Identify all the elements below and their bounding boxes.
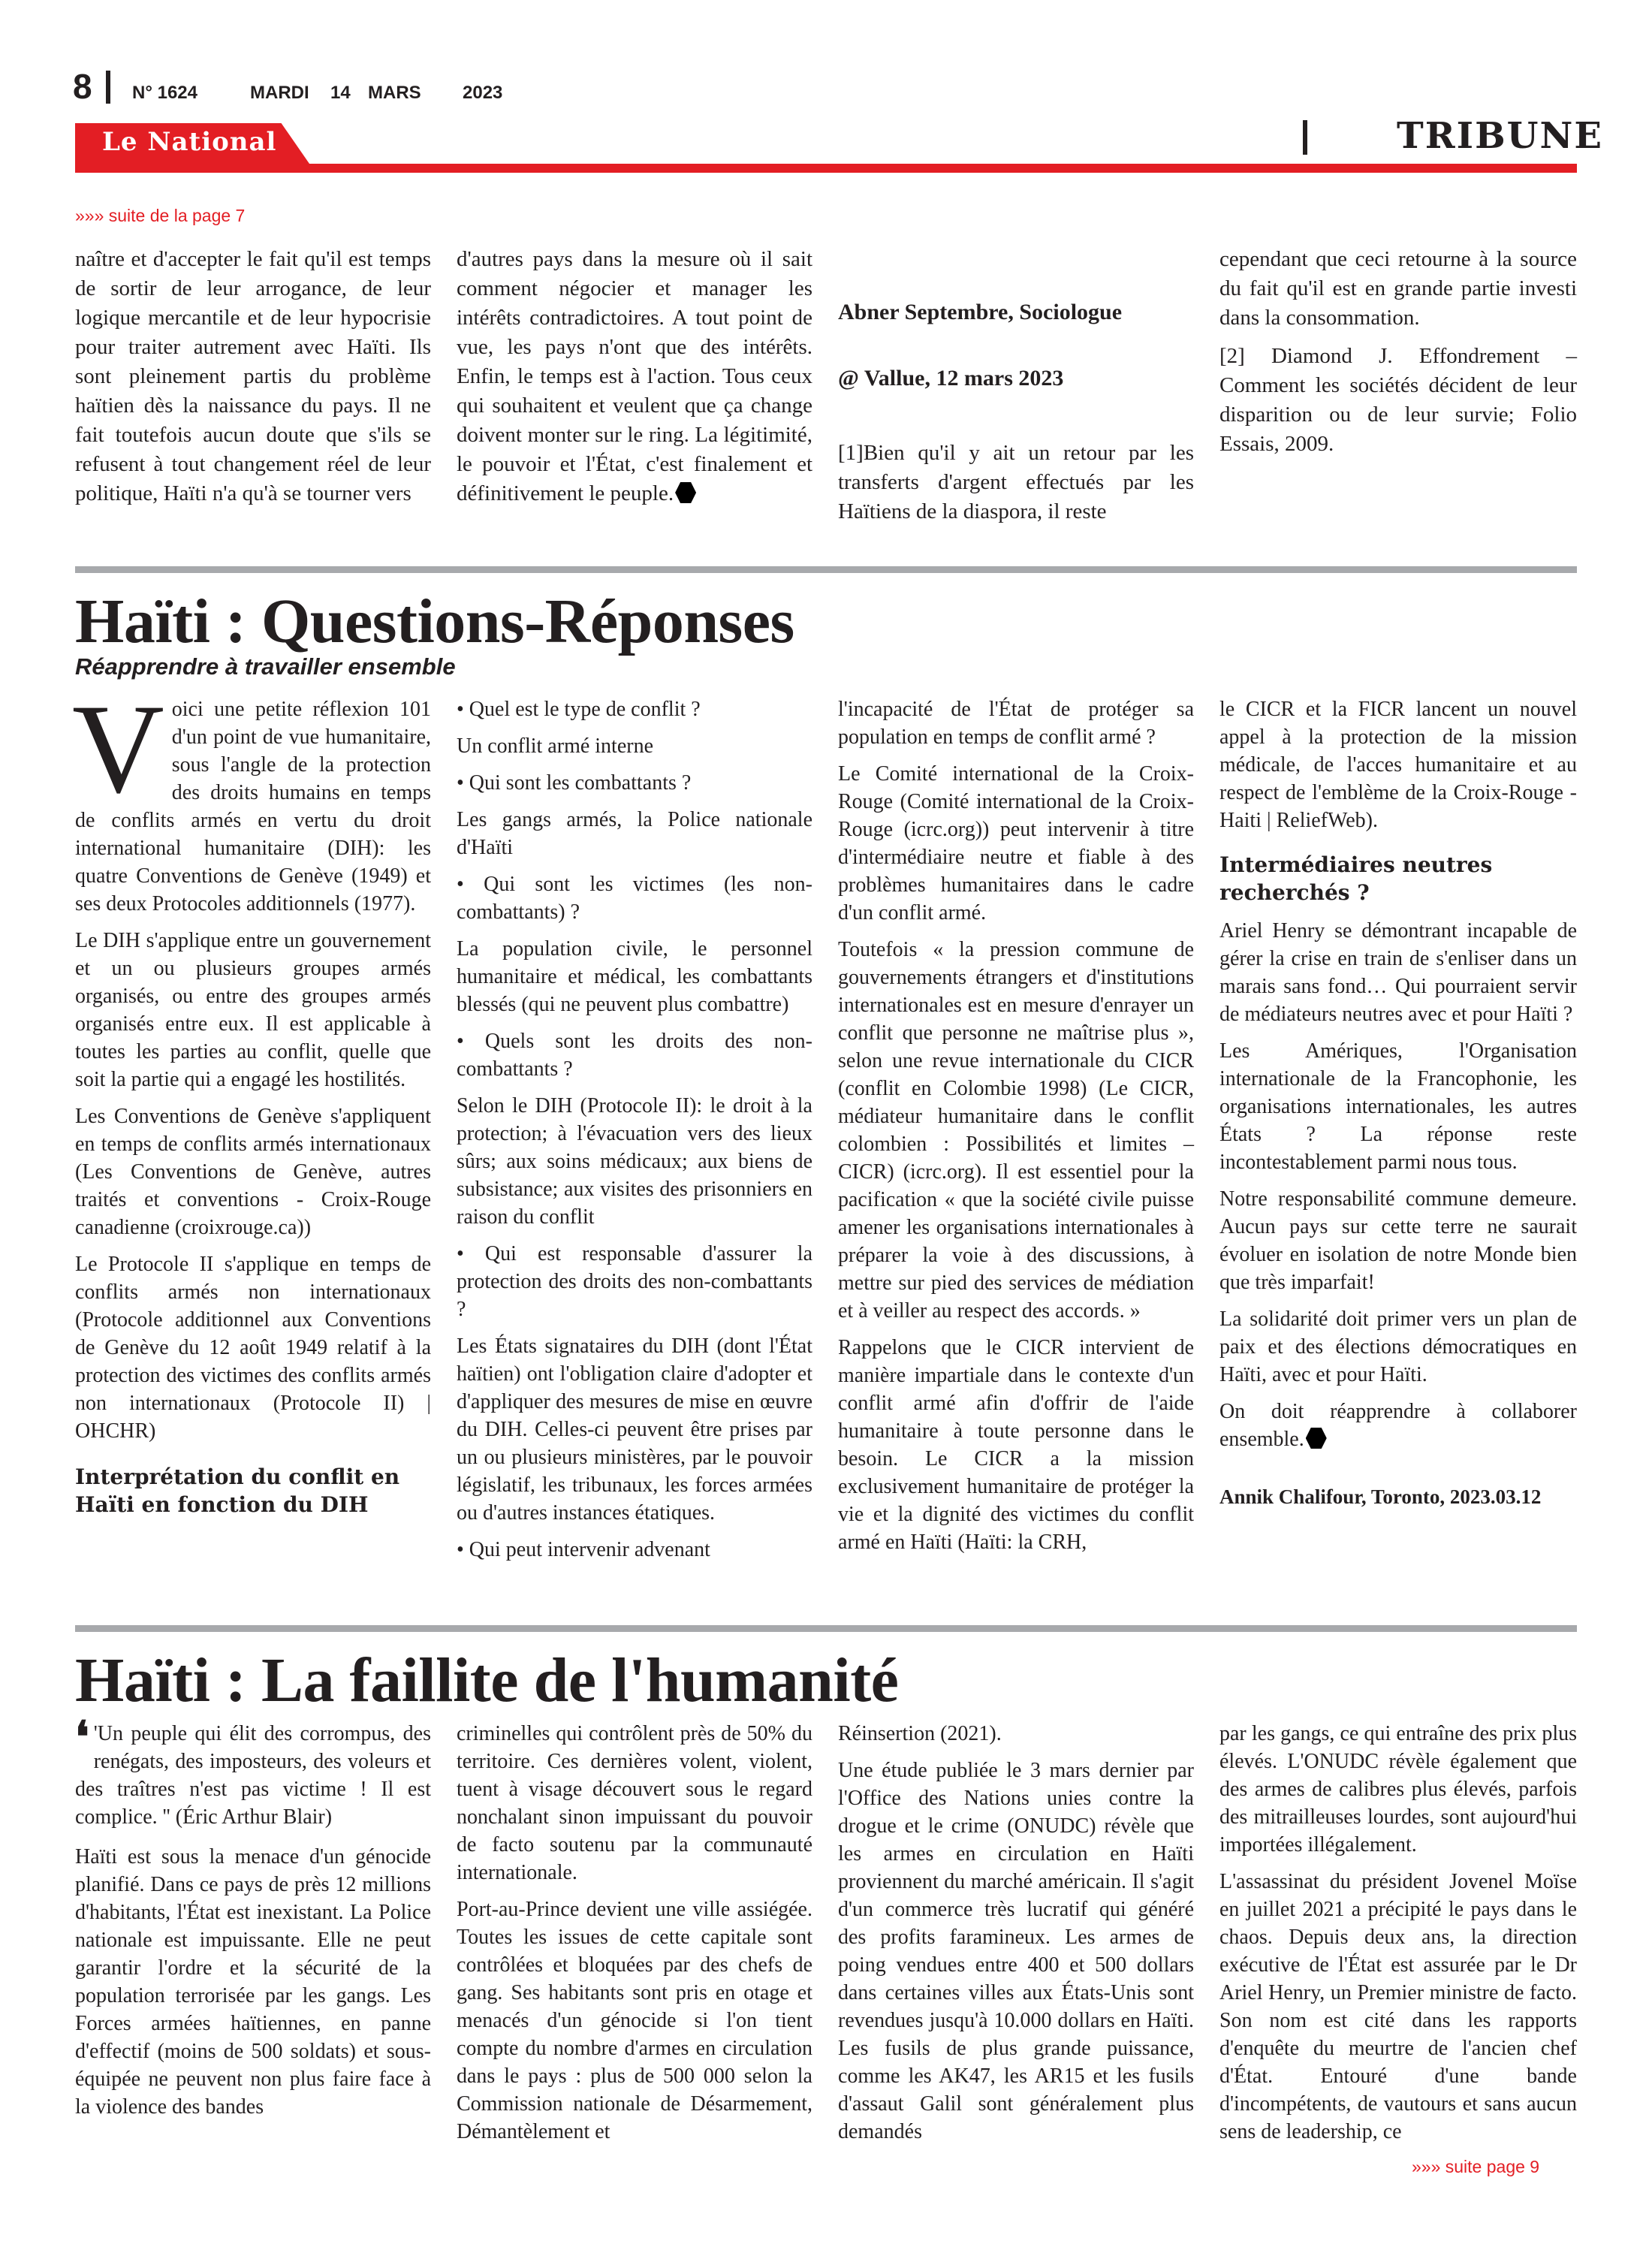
paragraph-text: oici une petite réflexion 101 d'un point de vue humanitaire, sous l'angle de la protection des droits humains en temps de conflits armés en vertu du droit international humanitaire (DIH): les quatre Conventions de Genève (1949) et ses deux Protocoles additionnels (1977). <box>75 698 431 915</box>
article-title: Haïti : La faillite de l'humanité <box>75 1645 899 1715</box>
epigraph-text: 'Un peuple qui élit des corrompus, des renégats, des imposteurs, des voleurs et des traîtres n'est pas victime ! Il est complice. '' (Éric Arthur Blair) <box>75 1722 431 1829</box>
paragraph: La population civile, le personnel humanitaire et médical, les combattants blessés (qui ne peuvent plus combattre) <box>457 937 812 1016</box>
top-col-3 <box>838 245 1194 526</box>
article3-col-4 <box>1219 1720 1577 2155</box>
header-month: MARS <box>368 83 421 103</box>
paragraph: Notre responsabilité commune demeure. Aucun pays sur cette terre ne saurait évoluer en isolation de notre Monde bien que très imparfait! <box>1219 1187 1577 1294</box>
paragraph: La solidarité doit primer vers un plan de paix et des élections démocratiques en Haïti, avec et pour Haïti. <box>1219 1307 1577 1386</box>
article3-col-1 <box>75 1713 431 2130</box>
top-col-2 <box>457 245 812 517</box>
paragraph: par les gangs, ce qui entraîne des prix plus élevés. L'ONUDC révèle également que des armes de calibres plus élevés, parfois des mitrailleuses lourdes, sont aujourd'hui importées illégalement. <box>1219 1722 1577 1856</box>
footnote-2: [2] Diamond J. Effondrement – Comment les sociétés décident de leur disparition ou de leur survie; Folio Essais, 2009. <box>1219 344 1577 456</box>
paragraph: naître et d'accepter le fait qu'il est temps de sortir de leur arrogance, de leur logique mercantile et de leur hypocrisie pour traiter autrement avec Haïti. Ils sont pleinement partis du problème haïtien dès la naissance du pays. Il ne fait toutefois aucun doute que s'ils se refusent à tout changement réel de leur politique, Haïti n'a qu'à se tourner vers <box>75 247 431 505</box>
paragraph: Le Protocole II s'applique en temps de conflits armés non internationaux (Protocole additionnel aux Conventions de Genève du 12 août 1949 relatif à la protection des victimes des conflits armés non internationaux (Protocole II) | OHCHR) <box>75 1253 431 1443</box>
paragraph <box>457 245 812 508</box>
continued-on: »»» suite page 9 <box>1412 2157 1540 2176</box>
end-mark-icon <box>1306 1428 1327 1449</box>
section-rule <box>75 566 1577 573</box>
header-date: 14 <box>330 83 351 103</box>
article3-col-3 <box>838 1720 1194 2155</box>
continued-from: »»» suite de la page 7 <box>75 206 246 225</box>
article3-col-2 <box>457 1720 812 2155</box>
issue-number: N° 1624 <box>132 83 197 103</box>
page-number: 8 <box>73 67 92 106</box>
header-red-rule <box>75 164 1577 173</box>
paragraph: Port-au-Prince devient une ville assiégée. Toutes les issues de cette capitale sont contrôlées et bloquées par des chefs de gang. Ses habitants sont pris en otage et menacés d'un génocide si l'on tient compte du nombre d'armes en circulation dans le pays : plus de 500 000 selon la Commission nationale de Désarmement, Démantèlement et <box>457 1898 812 2143</box>
paragraph: L'assassinat du président Jovenel Moïse en juillet 2021 a précipité le pays dans le chaos. Depuis deux ans, la direction exécutive de l'État est assurée par le Dr Ariel Henry, un Premier ministre de facto. Son nom est cité dans les rapports d'enquête du meurtre de l'ancien chef d'État. Entouré d'une bande d'incompétents, de vautours et sans aucun sens de leadership, ce <box>1219 1870 1577 2143</box>
drop-cap: V <box>72 678 164 819</box>
end-mark-icon <box>675 482 696 503</box>
article-subhead: Intermédiaires neutres recherchés ? <box>1219 852 1493 905</box>
paragraph: Selon le DIH (Protocole II): le droit à la protection; à l'évacuation vers des lieux sûrs; aux soins médicaux; aux biens de subsistance; aux visites des prisonniers en raison du conflit <box>457 1094 812 1229</box>
article-title: Haïti : Questions-Réponses <box>75 587 794 656</box>
top-col-1 <box>75 245 431 517</box>
article2-col-3 <box>838 695 1194 1565</box>
author-signature: Annik Chalifour, Toronto, 2023.03.12 <box>1219 1485 1542 1508</box>
section-rule <box>75 1625 1577 1632</box>
paragraph: Le Comité international de la Croix-Rouge (Comité international de la Croix-Rouge (icrc.org)) peut intervenir à titre d'intermédiaire neutre et fiable à des problèmes humanitaires dans le cadre d'un conflit armé. <box>838 762 1194 924</box>
paragraph: Les Conventions de Genève s'appliquent en temps de conflits armés internationaux (Les Conventions de Genève, autres traités et conventions - Croix-Rouge canadienne (croixrouge.ca)) <box>75 1105 431 1239</box>
paragraph: Haïti est sous la menace d'un génocide planifié. Dans ce pays de près 12 millions d'habitants, l'État est inexistant. La Police nationale est impuissante. Elle ne peut garantir l'ordre et la sécurité de la population terrorisée par les gangs. Les Forces armées haïtiennes, en panne d'effectif (moins de 500 soldats) et sous-équipée ne peuvent non plus faire face à la violence des bandes <box>75 1845 431 2119</box>
paragraph: • Quel est le type de conflit ? <box>457 698 701 721</box>
paragraph: Les gangs armés, la Police nationale d'Haïti <box>457 808 812 859</box>
paragraph: Les États signataires du DIH (dont l'État haïtien) ont l'obligation claire d'adopter et d'appliquer des mesures de mise en œuvre du DIH. Celles-ci peuvent être prises par un ou plusieurs ministères, par le pouvoir législatif, les tribunaux, les forces armées ou d'autres instances étatiques. <box>457 1335 812 1525</box>
paragraph: Les Amériques, l'Organisation internationale de la Francophonie, les organisations internationales, les autres États ? La réponse reste incontestablement parmi nous tous. <box>1219 1039 1577 1174</box>
paragraph: Un conflit armé interne <box>457 734 654 758</box>
header-divider <box>106 71 110 104</box>
article-subtitle: Réapprendre à travailler ensemble <box>75 653 456 680</box>
paragraph: • Qui sont les combattants ? <box>457 771 692 795</box>
paragraph-text: d'autres pays dans la mesure où il sait comment négocier et manager les intérêts contradictoires. A tout point de vue, les pays n'ont que des intérêts. Enfin, le temps est à l'action. Tous ceux qui souhaitent et veulent que ça change doivent monter sur le ring. La légitimité, le pouvoir et l'État, c'est finalement et définitivement le peuple. <box>457 247 812 505</box>
paragraph <box>1219 1398 1577 1453</box>
article2-col-4 <box>1219 695 1577 1511</box>
paragraph: l'incapacité de l'État de protéger sa population en temps de conflit armé ? <box>838 698 1194 749</box>
paragraph: Réinsertion (2021). <box>838 1722 1002 1745</box>
newspaper-logo: Le National <box>102 127 277 157</box>
article2-col-1 <box>72 678 431 1519</box>
paragraph: le CICR et la FICR lancent un nouvel appel à la protection de la mission médicale, de l'acces humanitaire et au respect de l'emblème de la Croix-Rouge - Haiti | ReliefWeb). <box>1219 698 1577 832</box>
paragraph: criminelles qui contrôlent près de 50% du territoire. Ces dernières volent, violent, tuent à visage découvert sous le regard nonchalant sinon impuissant du pouvoir de facto soutenu par la communauté internationale. <box>457 1722 812 1884</box>
header-day: MARDI <box>250 83 309 103</box>
footnote-1: [1]Bien qu'il y ait un retour par les transferts d'argent effectués par les Haïtiens de la diaspora, il reste <box>838 441 1194 523</box>
epigraph <box>75 1713 431 1831</box>
paragraph: cependant que ceci retourne à la source du fait qu'il est en grande partie investi dans la consommation. <box>1219 247 1577 330</box>
paragraph: • Quels sont les droits des non-combattants ? <box>457 1030 812 1081</box>
section-divider <box>1303 120 1307 155</box>
top-col-4 <box>1219 245 1577 468</box>
article-subhead: Interprétation du conflit en Haïti en fonction du DIH <box>75 1464 400 1517</box>
paragraph: • Qui est responsable d'assurer la protection des droits des non-combattants ? <box>457 1242 812 1321</box>
paragraph: Ariel Henry se démontrant incapable de gérer la crise en train de s'enliser dans un marais sans fond… Qui pourraient servir de médiateurs neutres avec et pour Haïti ? <box>1219 919 1577 1026</box>
author-place-date: @ Vallue, 12 mars 2023 <box>838 366 1064 391</box>
paragraph: Rappelons que le CICR intervient de manière impartiale dans le contexte d'un conflit armé afin d'offrir de l'aide humanitaire à toute personne dans le besoin. Le CICR a la mission exclusivement humanitaire de protéger la vie et la dignité des victimes du conflit armé en Haïti (Haïti: la CRH, <box>838 1336 1194 1554</box>
paragraph-text: On doit réapprendre à collaborer ensemble. <box>1219 1400 1577 1451</box>
article2-col-2 <box>457 695 812 1573</box>
paragraph: Le DIH s'applique entre un gouvernement et un ou plusieurs groupes armés organisés, ou entre des groupes armés organisés entre eux. Il est applicable à toutes les parties au conflit, quelle que soit la partie qui a engagé les hostilités. <box>75 929 431 1091</box>
section-title: TRIBUNE <box>1397 115 1603 157</box>
paragraph: • Qui peut intervenir advenant <box>457 1538 710 1561</box>
quote-mark-icon: ❛ <box>75 1713 89 1762</box>
header-year: 2023 <box>463 83 503 103</box>
paragraph: Une étude publiée le 3 mars dernier par l'Office des Nations unies contre la drogue et le crime (ONUDC) révèle que les armes en circulation en Haïti proviennent du marché américain. Il s'agit d'un commerce très lucratif qui généré des profits faramineux. Les armes de poing vendues entre 400 et 500 dollars dans certaines villes aux États-Unis sont revendues jusqu'à 10.000 dollars en Haïti. Les fusils de plus grande puissance, comme les AK47, les AR15 et les fusils d'assaut Galil sont généralement plus demandés <box>838 1759 1194 2143</box>
paragraph: Toutefois « la pression commune de gouvernements étrangers et d'institutions internationales est en mesure d'enrayer un conflit que personne ne maîtrise plus », selon une revue internationale du CICR (conflit en Colombie 1998) (Le CICR, médiateur humanitaire dans le conflit colombien : Possibilités et limites – CICR) (icrc.org). Il est essentiel pour la pacification « que la société civile puisse amener les organisations internationales à préparer la voie à des discussions, à mettre sur pied des services de médiation et à veiller au respect des accords. » <box>838 938 1194 1323</box>
paragraph: • Qui sont les victimes (les non-combattants) ? <box>457 873 812 924</box>
author-signature: Abner Septembre, Sociologue <box>838 300 1123 324</box>
paragraph <box>72 678 431 918</box>
